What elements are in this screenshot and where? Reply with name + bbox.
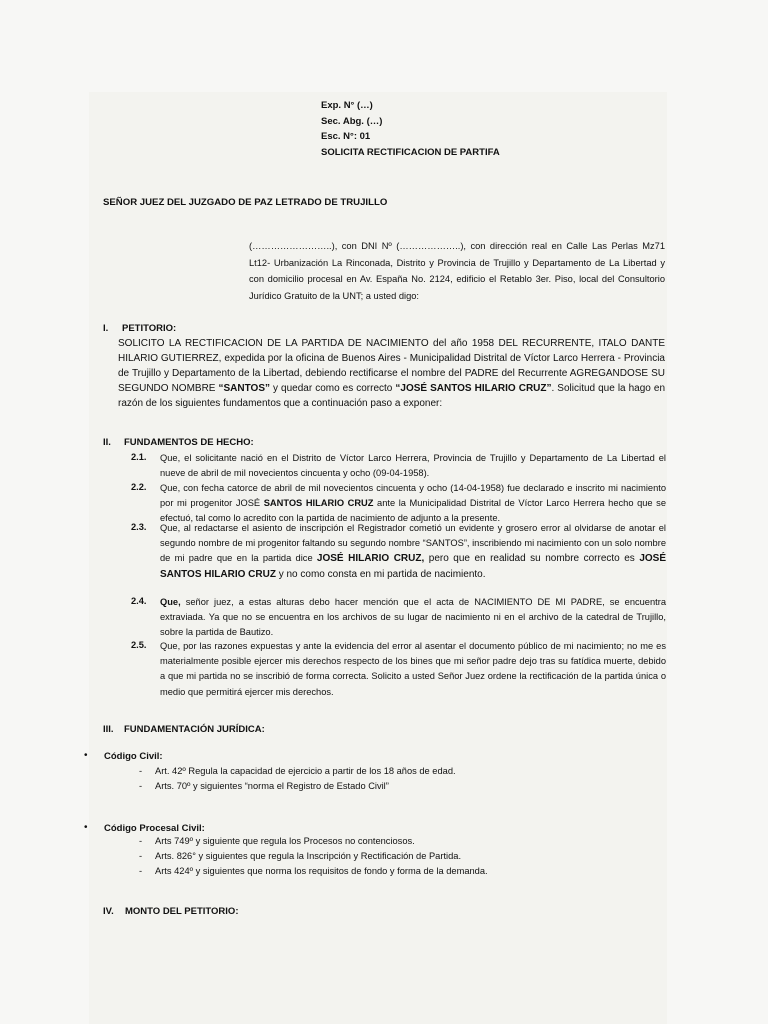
list-item-text: Arts. 826° y siguientes que regula la Inscripción y Rectificación de Partida. bbox=[155, 851, 462, 861]
bullet-icon: • bbox=[84, 822, 88, 833]
intro-paragraph bbox=[249, 238, 665, 304]
section-title-juridica: FUNDAMENTACIÓN JURÍDICA: bbox=[124, 724, 265, 735]
intro-text: con DNI Nº (………………..), con dirección real en Calle Las Perlas Mz71 Lt12- Urbanización La Rinconada, Distrito y Provincia de Trujillo y Departamento de La Libertad y con domicilio procesal en Av. España No. 2124, edificio el Retablo 3er. Piso, local del Consultorio Jurídico Gratuito de la UNT; a usted digo: bbox=[249, 241, 665, 301]
list-item-text: Arts 424º y siguientes que norma los requisitos de fondo y forma de la demanda. bbox=[155, 866, 488, 876]
section-title-petitorio: PETITORIO: bbox=[122, 323, 177, 334]
intro-name: (……………………..), bbox=[249, 241, 338, 251]
item-2-4-text: señor juez, a estas alturas debo hacer mención que el acta de NACIMIENTO DE MI PADRE, se encuentra extraviada. Ya que no se encuentra en los archivos de su lugar de nacimiento ni en el archivo de la catedral de Trujillo, sobre la partida de Bautizo. bbox=[160, 597, 666, 638]
sec-abg: Sec. Abg. (…) bbox=[321, 115, 383, 127]
petitorio-detail: expedida por la oficina de Buenos Aires - Municipalidad Distrital de Víctor Larco Herrera - Provincia de Trujillo y Departamento de la Libertad, debiendo rectificarse el nombre del PADRE del Recurrente AGREGANDOSE SU SEGUNDO NOMBRE bbox=[118, 353, 665, 394]
addressee: SEÑOR JUEZ DEL JUZGADO DE PAZ LETRADO DE TRUJILLO bbox=[103, 197, 388, 208]
petitorio-paragraph bbox=[118, 336, 665, 411]
section-number-3: III. bbox=[103, 724, 114, 735]
item-2-2-part-c: ante la Municipalidad Distrital de Víctor Larco Herrera hecho que se efectuó, tal como lo acredito con la partida de nacimiento de adjunto a la presente. bbox=[160, 498, 666, 524]
petitorio-correct-name: “JOSÉ SANTOS HILARIO CRUZ” bbox=[395, 383, 552, 394]
dash-icon: - bbox=[139, 766, 143, 776]
item-2-2-part-a: Que, con fecha catorce de abril de mil novecientos cincuenta y ocho (14-04-1958) fue declarado e inscrito mi nacimiento por mi progenitor JOSÉ bbox=[160, 483, 666, 509]
petitorio-santos: “SANTOS” bbox=[218, 383, 270, 394]
section-number-1: I. bbox=[103, 323, 109, 334]
exp-number: Exp. N° (…) bbox=[321, 100, 373, 111]
list-item-text: Arts. 70º y siguientes “norma el Registro de Estado Civil” bbox=[155, 781, 389, 791]
item-2-3-part-c: pero que en realidad su nombre correcto es bbox=[424, 553, 640, 565]
petitorio-connector: y quedar como es correcto bbox=[270, 383, 396, 394]
dash-icon: - bbox=[139, 866, 143, 876]
item-text-2-4 bbox=[160, 595, 666, 641]
item-text-2-1: Que, el solicitante nació en el Distrito de Víctor Larco Herrera, Provincia de Trujillo y Departamento de La Libertad el nueve de abril de mil novecientos cincuenta y ocho (09-04-1958). bbox=[160, 453, 666, 479]
dash-icon: - bbox=[139, 781, 143, 791]
item-number-2-2: 2.2. bbox=[131, 482, 147, 492]
petitorio-closing: . Solicitud que la hago en razón de los siguientes fundamentos que a continuación paso a exponer: bbox=[118, 383, 666, 409]
item-number-2-3: 2.3. bbox=[131, 522, 147, 532]
petitorio-request: SOLICITO LA RECTIFICACION DE LA PARTIDA DE NACIMIENTO del año 1958 DEL RECURRENTE, ITALO DANTE HILARIO GUTIERREZ, bbox=[118, 338, 665, 364]
item-2-3-wrong-name: JOSÉ HILARIO CRUZ, bbox=[316, 553, 425, 565]
item-2-2-father-name: SANTOS HILARIO CRUZ bbox=[263, 498, 374, 509]
subject-line: SOLICITA RECTIFICACION DE PARTIFA bbox=[321, 146, 500, 158]
list-item-text: Arts 749º y siguiente que regula los Procesos no contenciosos. bbox=[155, 836, 415, 846]
case-header bbox=[321, 98, 621, 160]
bullet-icon: • bbox=[84, 750, 88, 761]
item-2-3-part-e: y no como consta en mi partida de nacimiento. bbox=[275, 568, 486, 580]
dash-icon: - bbox=[139, 851, 143, 861]
item-2-3-part-a: Que, al redactarse el asiento de inscripción el Registrador cometió un evidente y grosero error al olvidarse de anotar el segundo nombre de mi progenitor faltando su segundo nombre “SANTOS”, inscribiendo mi nacimiento con un solo nombre de mi padre que en la partida dice bbox=[160, 523, 666, 564]
section-number-2: II. bbox=[103, 437, 111, 448]
codigo-procesal-title: Código Procesal Civil: bbox=[104, 823, 205, 834]
list-item-text: Art. 42º Regula la capacidad de ejercicio a partir de los 18 años de edad. bbox=[155, 766, 456, 776]
esc-number: Esc. N°: 01 bbox=[321, 131, 371, 142]
item-text-2-2 bbox=[160, 481, 666, 527]
item-number-2-5: 2.5. bbox=[131, 640, 147, 650]
section-number-4: IV. bbox=[103, 906, 114, 917]
section-title-monto: MONTO DEL PETITORIO: bbox=[125, 906, 239, 917]
item-number-2-4: 2.4. bbox=[131, 596, 147, 606]
item-text-2-3 bbox=[160, 521, 666, 582]
item-2-3-correct-name: JOSÉ SANTOS HILARIO CRUZ bbox=[160, 553, 666, 580]
item-2-4-que: Que, bbox=[160, 597, 181, 607]
item-number-2-1: 2.1. bbox=[131, 452, 147, 462]
section-title-hechos: FUNDAMENTOS DE HECHO: bbox=[124, 437, 254, 448]
dash-icon: - bbox=[139, 836, 143, 846]
codigo-civil-title: Código Civil: bbox=[104, 751, 163, 762]
item-text-2-5: Que, por las razones expuestas y ante la evidencia del error al asentar el documento público de mi nacimiento; no me es materialmente posible ejercer mis derechos respecto de los bines que mi señor padre dejo tras su fatídica muerte, debido a que mi partida no se inscribió de forma correcta. Solicito a usted Señor Juez ordene la rectificación de la partida única o medio que permitirá ejercer mis derechos. bbox=[160, 641, 666, 697]
